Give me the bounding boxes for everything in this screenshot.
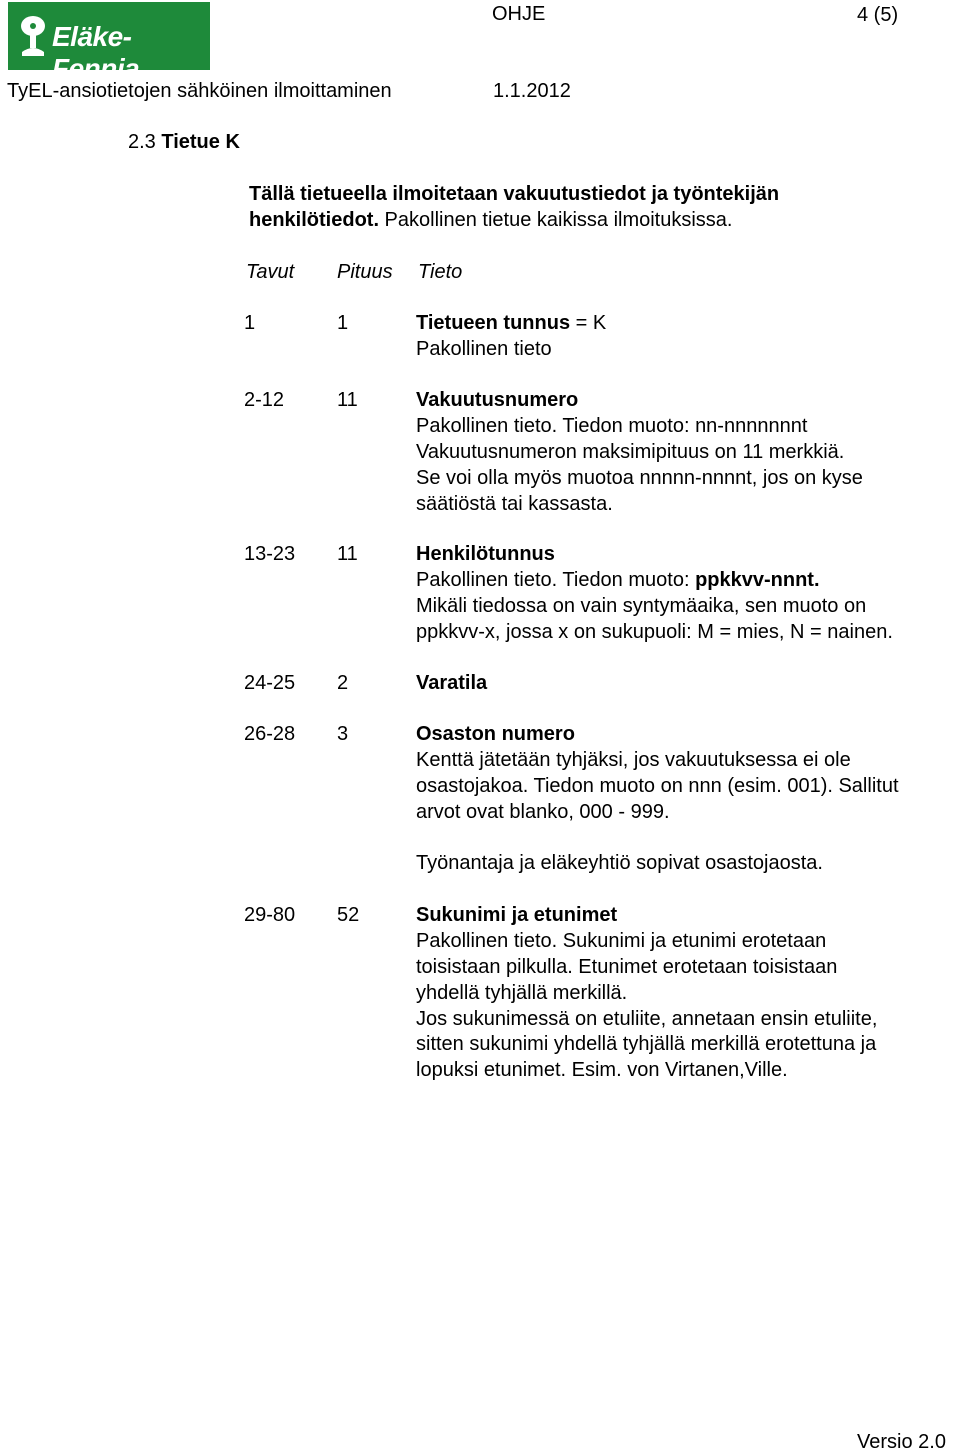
company-logo [8, 2, 210, 84]
field-description: Pakollinen tieto. Sukunimi ja etunimi erotetaan [416, 930, 827, 952]
intro-bold: henkilötiedot. [249, 209, 379, 231]
field-description: yhdellä tyhjällä merkillä. [416, 982, 628, 1004]
intro-line-2 [249, 207, 733, 233]
section-heading-text: 2.3 [128, 131, 162, 153]
field-name: Sukunimi ja etunimet [416, 904, 618, 926]
field-description: Mikäli tiedossa on vain syntymäaika, sen muoto on [416, 595, 867, 617]
field-description: arvot ovat blanko, 000 - 999. [416, 801, 670, 823]
section-heading [128, 129, 240, 155]
field-length: 3 [337, 723, 349, 745]
document-type: OHJE [492, 3, 546, 25]
field-bytes: 26-28 [244, 723, 296, 745]
field-description: Kenttä jätetään tyhjäksi, jos vakuutuksessa ei ole [416, 749, 851, 771]
field-format-value: ppkkvv-nnnt. [695, 569, 820, 591]
field-name-suffix: = K [570, 312, 607, 334]
page-number: 4 (5) [857, 4, 899, 26]
field-format-label: Pakollinen tieto. Tiedon muoto: [416, 569, 696, 591]
field-length: 11 [337, 389, 358, 411]
field-bytes: 13-23 [244, 543, 296, 565]
column-header-field: Tieto [418, 261, 463, 283]
field-bytes: 1 [244, 312, 256, 334]
field-description: Pakollinen tieto [416, 338, 552, 360]
field-description: Jos sukunimessä on etuliite, annetaan ensin etuliite, [416, 1008, 878, 1030]
section-heading-title: Tietue K [161, 131, 240, 153]
field-name: Tietueen tunnus [416, 312, 571, 334]
field-length: 2 [337, 672, 349, 694]
field-description: säätiöstä tai kassasta. [416, 493, 613, 515]
field-bytes: 24-25 [244, 672, 296, 694]
field-description: Se voi olla myös muotoa nnnnn-nnnnt, jos on kyse [416, 467, 863, 489]
field-description: lopuksi etunimet. Esim. von Virtanen,Ville. [416, 1059, 788, 1081]
logo-wordmark: Eläke-Fennia [52, 21, 140, 84]
field-name: Osaston numero [416, 723, 575, 745]
version-label: Versio 2.0 [857, 1431, 946, 1453]
tree-logo-icon [18, 14, 48, 58]
field-name: Henkilötunnus [416, 543, 555, 565]
field-description: sitten sukunimi yhdellä tyhjällä merkillä erotettuna ja [416, 1033, 877, 1055]
column-header-length: Pituus [337, 261, 393, 283]
field-bytes: 2-12 [244, 389, 285, 411]
field-description: toisistaan pilkulla. Etunimet erotetaan toisistaan [416, 956, 838, 978]
document-date: 1.1.2012 [493, 80, 571, 102]
field-length: 52 [337, 904, 360, 926]
field-name: Vakuutusnumero [416, 389, 579, 411]
document-title: TyEL-ansiotietojen sähköinen ilmoittaminen [7, 80, 392, 102]
field-description: Pakollinen tieto. Tiedon muoto: nn-nnnnnnnt [416, 415, 808, 437]
field-length: 1 [337, 312, 349, 334]
intro-rest: Pakollinen tietue kaikissa ilmoituksissa. [379, 209, 733, 231]
intro-line-1: Tällä tietueella ilmoitetaan vakuutustiedot ja työntekijän [249, 183, 780, 205]
column-header-bytes: Tavut [246, 261, 295, 283]
field-description: Vakuutusnumeron maksimipituus on 11 merkkiä. [416, 441, 845, 463]
field-description: ppkkvv-x, jossa x on sukupuoli: M = mies, N = nainen. [416, 621, 893, 643]
field-format-line [416, 567, 820, 593]
field-description: osastojakoa. Tiedon muoto on nnn (esim. 001). Sallitut [416, 775, 899, 797]
field-length: 11 [337, 543, 358, 565]
field-note: Työnantaja ja eläkeyhtiö sopivat osastojaosta. [416, 852, 823, 874]
field-bytes: 29-80 [244, 904, 296, 926]
field-name-line [416, 310, 606, 336]
field-name: Varatila [416, 672, 488, 694]
